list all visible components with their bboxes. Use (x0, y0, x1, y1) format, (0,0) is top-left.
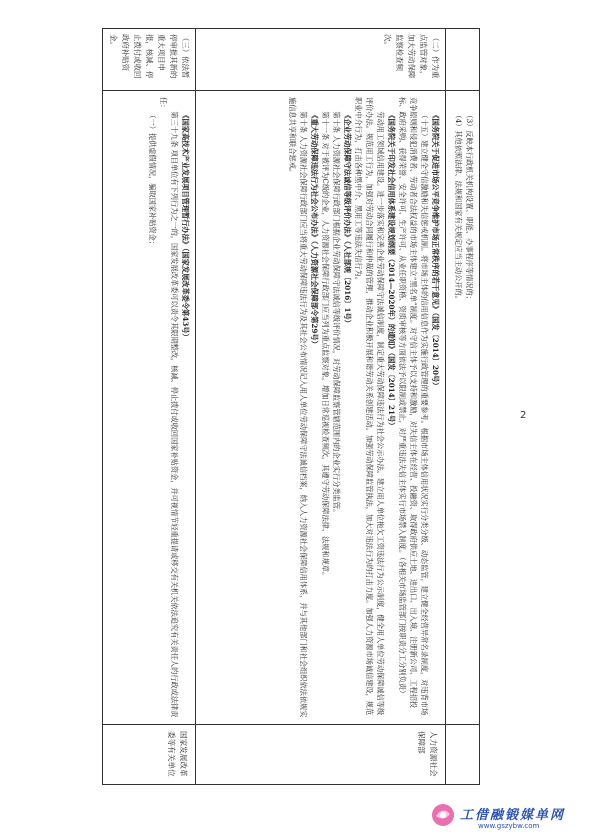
table-row (103, 29, 196, 785)
regulation-title: 《国务院关于促进市场公平竞争维护市场正常秩序的若干意见》（国发〔2014〕20号） (431, 111, 440, 390)
watermark-url: www.gszybw.com (478, 822, 540, 830)
measures-table (102, 28, 480, 785)
regulation-text: （一）提供虚假情况，骗取国家补贴资金； (148, 111, 157, 248)
logo-icon (430, 802, 456, 828)
basis-cell (446, 91, 480, 725)
regulation-title: 《企业劳动保障守法诚信等级评价办法》（人社部规〔2016〕1号） (343, 111, 352, 327)
category-text: （三）依法暂停审批其新的重大项目申报，核减、停止拨付或收回政府补贴资金。 (109, 34, 190, 79)
category-cell (446, 29, 480, 91)
table-row (446, 29, 480, 785)
department-text: 国家发展改革委等有关单位 (167, 731, 188, 777)
regulation-title: 《国家高技术产业发展项目管理暂行办法》（国家发展改革委令第43号） (181, 111, 190, 341)
regulation-text: 第十条 人力资源社会保障行政部门应当将重大劳动保障违法行为及其社会公布情况记入用人单位劳动保障守法诚信档案，纳入人力资源社会保障信用体系，并与其他部门和社会组织依法依规实施信息共享和联合惩戒。 (288, 97, 308, 718)
table-row (196, 29, 446, 785)
department-cell (196, 725, 446, 785)
regulation-text: （十五）建立健全守信激励和失信惩戒机制。将市场主体的信用信息作为实施行政管理的重要参考。根据市场主体信用状况实行分类分级、动态监管，建立健全经营异常名录制度，对违背市场竞争原则和侵犯消费者、劳动者合法权益的市场主体建立“黑名单”制度。对守信主体予以支持和激励，对失信主体在经营、投融资、取得政府供应土地、进出口、出入境、注册新公司、工程招投标、政府采购、获得荣誉、安全许可、生产许可、从业任职资格、资质审核等方面依法予以限制或禁止，对严重违法失信主体实行市场禁入制度。（各相关市场监管部门按职责分工分别负责） (398, 97, 429, 716)
basis-item: （3）反映本行政机关机构设置、职能、办事程序等情况的； (465, 111, 474, 303)
category-cell (196, 29, 446, 91)
page-number: 2 (520, 410, 527, 421)
regulation-text: 第三十九条 项目单位有下列行为之一的，国家发展改革委可以责令其限期整改，核减、停止拨付或收回国家补贴资金，并可视情节轻重提请或移交有关机关依法追究有关责任人的行政或法律责任： (159, 97, 179, 718)
department-text: 人力资源社会保障部 (417, 731, 438, 777)
regulation-text: 劳动用工领域信用建设。进一步落实和完善企业劳动保障守法诚信制度，制定重大劳动保障违法行为社会公示办法。建立用人单位拖欠工资违法行为公示制度，健全用人单位劳动保障诚信等级评价办法。规范用工行为，加强对劳动合同履行和仲裁的管理，推动企业积极开展和谐劳动关系创建活动。加强劳动保障监管执法，加大对违法行为的打击力度。加强人力资源市场诚信建设，规范职业中介行为，打击各种黑中介、黑用工等违法失信行为。 (354, 97, 385, 716)
regulation-title: 《重大劳动保障违法行为社会公布办法》（人力资源社会保障部令第29号） (310, 111, 319, 348)
category-text: （二）作为重点监管对象，加大劳动保障监察检查频次。 (383, 34, 440, 79)
department-cell (103, 725, 196, 785)
basis-cell (103, 91, 196, 725)
watermark-logo (430, 800, 590, 832)
category-cell (103, 29, 196, 91)
department-cell (446, 725, 480, 785)
basis-cell (196, 91, 446, 725)
regulation-title: 《国务院关于印发社会信用体系建设规划纲要（2014—2020年）的通知》（国发〔2014〕21号） (387, 111, 396, 430)
regulation-text: 第十条 人力资源社会保障行政部门根据企业劳动保障守法诚信等级评价情况，对劳动保障监察管辖范围内的企业实行分类监管。 (332, 111, 341, 517)
regulation-text: 第十一条 对于被评为C级的企业，人力资源社会保障行政部门应当列为重点监察对象，增加日常巡视检查频次，其遵守劳动保障法律、法规和规章。 (321, 111, 330, 580)
rotated-table-sheet (108, 28, 480, 784)
watermark-name: 工借融锻媒单网 (460, 808, 566, 823)
basis-item: （4）其他依照法律、法规和国家有关规定应当主动公开的。 (454, 111, 463, 303)
